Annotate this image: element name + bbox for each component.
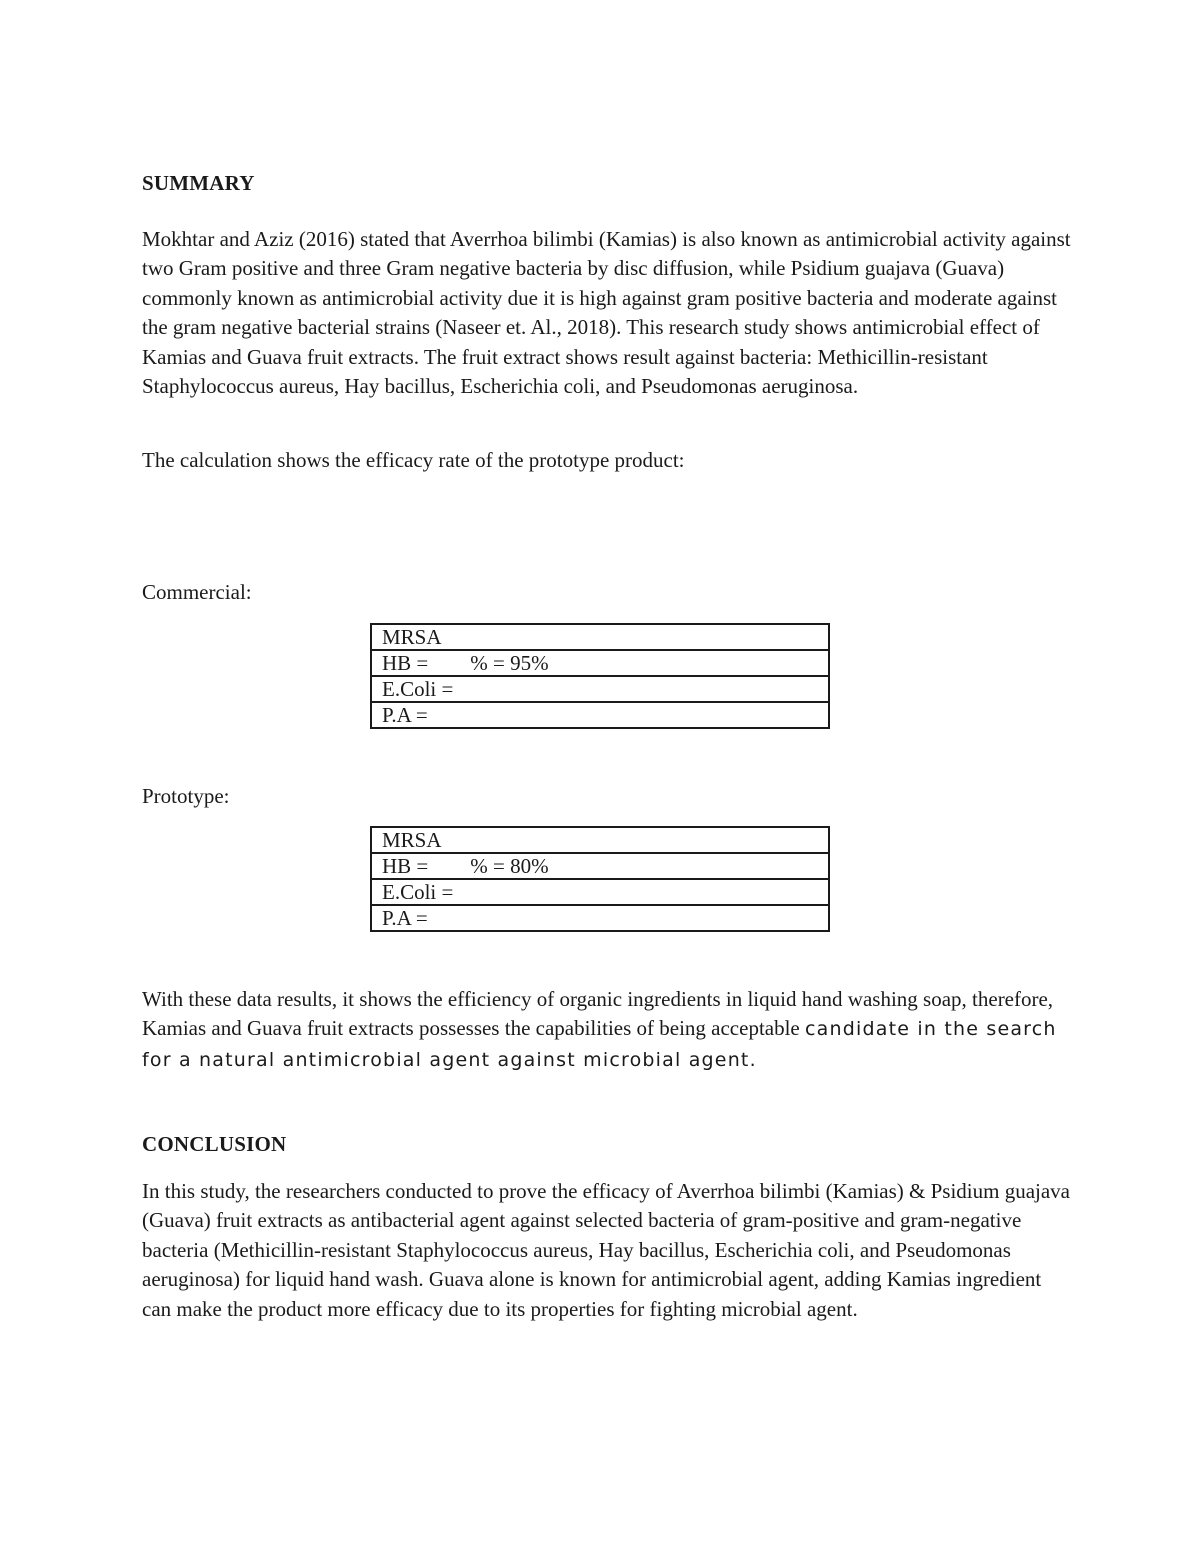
table-row [371,853,829,879]
table-cell-ecoli: E.Coli = [371,676,829,702]
table-row [371,650,829,676]
table-cell-mrsa: MRSA [371,827,829,853]
table-row [371,624,829,650]
conclusion-heading: CONCLUSION [142,1132,287,1156]
summary-paragraph: Mokhtar and Aziz (2016) stated that Averrhoa bilimbi (Kamias) is also known as antimicrobial activity against two Gram positive and three Gram negative bacteria by disc diffusion, while Psidium guajava (Guava) commonly known as antimicrobial activity due it is high against gram positive bacteria and moderate against the gram negative bacterial strains (Naseer et. Al., 2018). This research study shows antimicrobial effect of Kamias and Guava fruit extracts. The fruit extract shows result against bacteria: Methicillin-resistant Staphylococcus aureus, Hay bacillus, Escherichia coli, and Pseudomonas aeruginosa. [142,227,1071,399]
table-cell-hb: HB = % = 80% [371,853,829,879]
summary-heading: SUMMARY [142,171,255,195]
table-row [371,879,829,905]
table-row [371,676,829,702]
table-cell-pa: P.A = [371,702,829,728]
results-paragraph [142,985,1072,1075]
table-row [371,827,829,853]
results-text: With these data results, it shows the efficiency of organic ingredients in liquid hand washing soap, therefore, Kamias and Guava fruit extracts possesses the capabilities of being acceptable [142,987,1054,1041]
commercial-table [370,623,830,729]
prototype-table [370,826,830,932]
table-cell-ecoli: E.Coli = [371,879,829,905]
table-row [371,702,829,728]
table-cell-hb: HB = % = 95% [371,650,829,676]
calculation-intro: The calculation shows the efficacy rate of the prototype product: [142,448,685,472]
table-cell-mrsa: MRSA [371,624,829,650]
results-text-tail: candidate in the search for a natural antimicrobial agent against microbial agent. [142,1018,1057,1071]
table-row [371,905,829,931]
prototype-label: Prototype: [142,784,230,808]
table-cell-pa: P.A = [371,905,829,931]
commercial-label: Commercial: [142,580,252,604]
conclusion-paragraph: In this study, the researchers conducted to prove the efficacy of Averrhoa bilimbi (Kamias) & Psidium guajava (Guava) fruit extracts as antibacterial agent against selected bacteria of gram-positive and gram-negative bacteria (Methicillin-resistant Staphylococcus aureus, Hay bacillus, Escherichia coli, and Pseudomonas aeruginosa) for liquid hand wash. Guava alone is known for antimicrobial agent, adding Kamias ingredient can make the product more efficacy due to its properties for fighting microbial agent. [142,1179,1070,1321]
